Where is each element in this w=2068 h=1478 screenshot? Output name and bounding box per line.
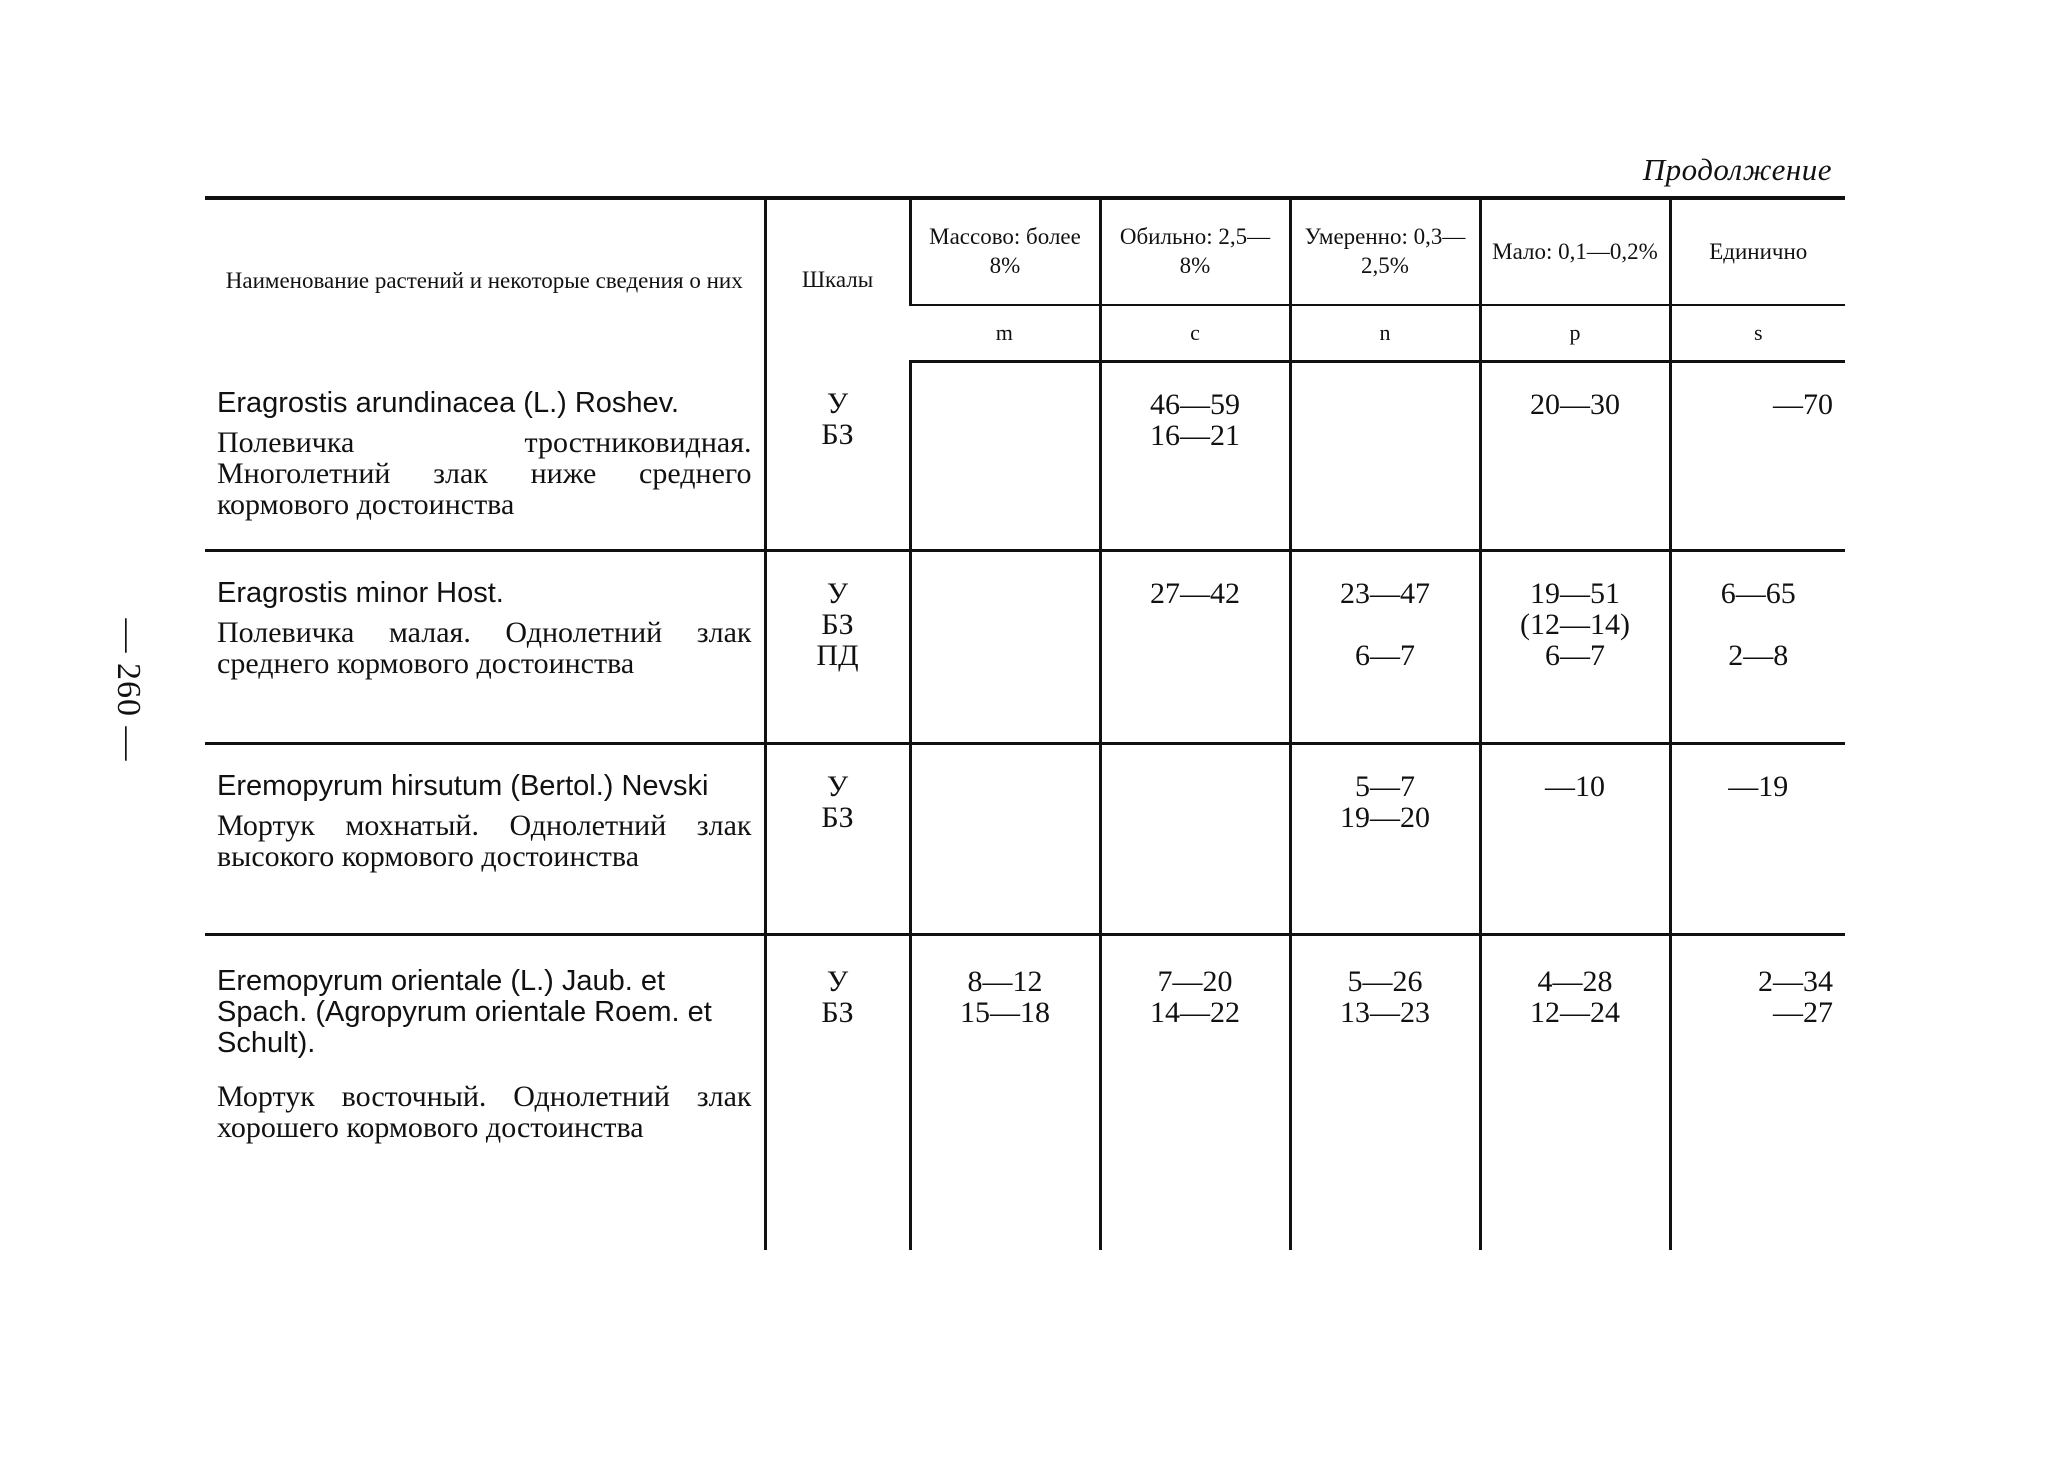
- value-cell-c: [1100, 362, 1290, 551]
- value-cell-s: [1670, 551, 1845, 744]
- value: [1304, 420, 1467, 451]
- value: 20—30: [1530, 388, 1620, 421]
- value: [1114, 802, 1277, 833]
- latin-name: Eremopyrum orientale (L.) Jaub. et Spach. (Agropyrum orientale Roem. et Schult).: [217, 965, 712, 1059]
- plant-description: Полевичка тростниковидная. Многолетний злак ниже среднего кормового достоинства: [217, 425, 752, 521]
- value: —19: [1728, 770, 1789, 803]
- value: 2—8: [1728, 639, 1789, 672]
- value-cell-c: [1100, 935, 1290, 1251]
- value: [924, 389, 1087, 420]
- value-cell-s: [1670, 362, 1845, 551]
- plant-description: Мортук мохнатый. Однолетний злак высокого кормового достоинства: [217, 809, 752, 873]
- latin-name: Eremopyrum hirsutum (Bertol.) Nevski: [217, 770, 709, 802]
- value-cell-p: [1480, 935, 1670, 1251]
- value-cell-c: [1100, 551, 1290, 744]
- value-cell-n: [1290, 935, 1480, 1251]
- table-row: [205, 744, 1845, 935]
- value: [1114, 771, 1277, 802]
- value-cell-p: [1480, 551, 1670, 744]
- value: [924, 802, 1087, 833]
- continuation-label: Продолжение: [1642, 152, 1832, 187]
- value: 6—7: [1355, 639, 1415, 672]
- value-cell-s: [1670, 744, 1845, 935]
- value: 12—24: [1530, 996, 1620, 1029]
- value-cell-m: [910, 744, 1100, 935]
- value: 6—65: [1720, 577, 1796, 610]
- value: [924, 420, 1087, 451]
- header-moderate: Умеренно: 0,3—2,5%: [1290, 198, 1480, 305]
- header-code-m: m: [910, 305, 1100, 362]
- value-cell-n: [1290, 362, 1480, 551]
- header-single: Единично: [1670, 198, 1845, 305]
- scales-cell: [765, 935, 910, 1251]
- plant-cell: [205, 935, 765, 1251]
- header-plant-name: Наименование растений и некоторые сведения о них: [205, 198, 765, 362]
- value: 4—28: [1537, 965, 1613, 998]
- header-massive: Массово: более 8%: [910, 198, 1100, 305]
- value: [1684, 802, 1834, 833]
- value: 27—42: [1150, 577, 1240, 610]
- plant-cell: [205, 362, 765, 551]
- value-cell-m: [910, 362, 1100, 551]
- table-row: [205, 551, 1845, 744]
- value: 5—26: [1347, 965, 1423, 998]
- scale-value: У: [826, 965, 849, 998]
- value-cell-c: [1100, 744, 1290, 935]
- value: 23—47: [1340, 577, 1430, 610]
- value: 2—34: [1758, 965, 1833, 998]
- plant-cell: [205, 551, 765, 744]
- value: (12—14): [1520, 608, 1630, 641]
- value: [1494, 420, 1657, 451]
- latin-name: Eragrostis arundinacea (L.) Roshev.: [217, 386, 680, 419]
- header-scales: Шкалы: [765, 198, 910, 362]
- header-code-c: c: [1100, 305, 1290, 362]
- value: 19—20: [1340, 801, 1430, 834]
- scale-value: У: [826, 770, 849, 803]
- scale-value: БЗ: [821, 801, 854, 834]
- scale-value: БЗ: [821, 996, 854, 1029]
- scales-cell: [765, 362, 910, 551]
- value: —70: [1773, 388, 1833, 421]
- value: 7—20: [1157, 965, 1233, 998]
- header-code-p: p: [1480, 305, 1670, 362]
- value: [1304, 389, 1467, 420]
- value: 8—12: [967, 965, 1043, 998]
- scale-value: БЗ: [821, 417, 854, 451]
- header-code-n: n: [1290, 305, 1480, 362]
- value: 16—21: [1150, 419, 1240, 452]
- value: 13—23: [1340, 996, 1430, 1029]
- latin-name: Eragrostis minor Host.: [217, 577, 504, 609]
- plant-description: Полевичка малая. Однолетний злак среднего кормового достоинства: [217, 616, 752, 680]
- header-abundant: Обильно: 2,5—8%: [1100, 198, 1290, 305]
- value: [924, 640, 1087, 671]
- value: —10: [1545, 770, 1605, 803]
- value: 15—18: [960, 996, 1050, 1029]
- page-number: — 260 —: [110, 618, 147, 762]
- scale-value: У: [826, 386, 849, 420]
- value-cell-m: [910, 551, 1100, 744]
- value-cell-n: [1290, 551, 1480, 744]
- plant-cell: [205, 744, 765, 935]
- header-code-s: s: [1670, 305, 1845, 362]
- value: [1494, 802, 1657, 833]
- scale-value: БЗ: [821, 608, 854, 641]
- value: 14—22: [1150, 996, 1240, 1029]
- scale-value: ПД: [816, 639, 859, 672]
- value: 5—7: [1355, 770, 1415, 803]
- value-cell-p: [1480, 362, 1670, 551]
- value-cell-m: [910, 935, 1100, 1251]
- value: [924, 578, 1087, 609]
- plant-abundance-table: [205, 196, 1845, 1250]
- scales-cell: [765, 744, 910, 935]
- value: [1304, 609, 1467, 640]
- value: [1114, 640, 1277, 671]
- value: [1114, 609, 1277, 640]
- header-few: Мало: 0,1—0,2%: [1480, 198, 1670, 305]
- value: —27: [1773, 996, 1833, 1029]
- value-cell-s: [1670, 935, 1845, 1251]
- value: 6—7: [1545, 639, 1605, 672]
- value: [924, 609, 1087, 640]
- scale-value: У: [826, 577, 849, 610]
- value-cell-p: [1480, 744, 1670, 935]
- value: [924, 771, 1087, 802]
- scales-cell: [765, 551, 910, 744]
- table-row: [205, 362, 1845, 551]
- value-cell-n: [1290, 744, 1480, 935]
- value: 19—51: [1530, 577, 1620, 610]
- table-row: [205, 935, 1845, 1251]
- plant-description: Мортук восточный. Однолетний злак хорошего кормового достоинства: [217, 1080, 752, 1144]
- value: [1684, 609, 1834, 640]
- value: 46—59: [1150, 388, 1240, 421]
